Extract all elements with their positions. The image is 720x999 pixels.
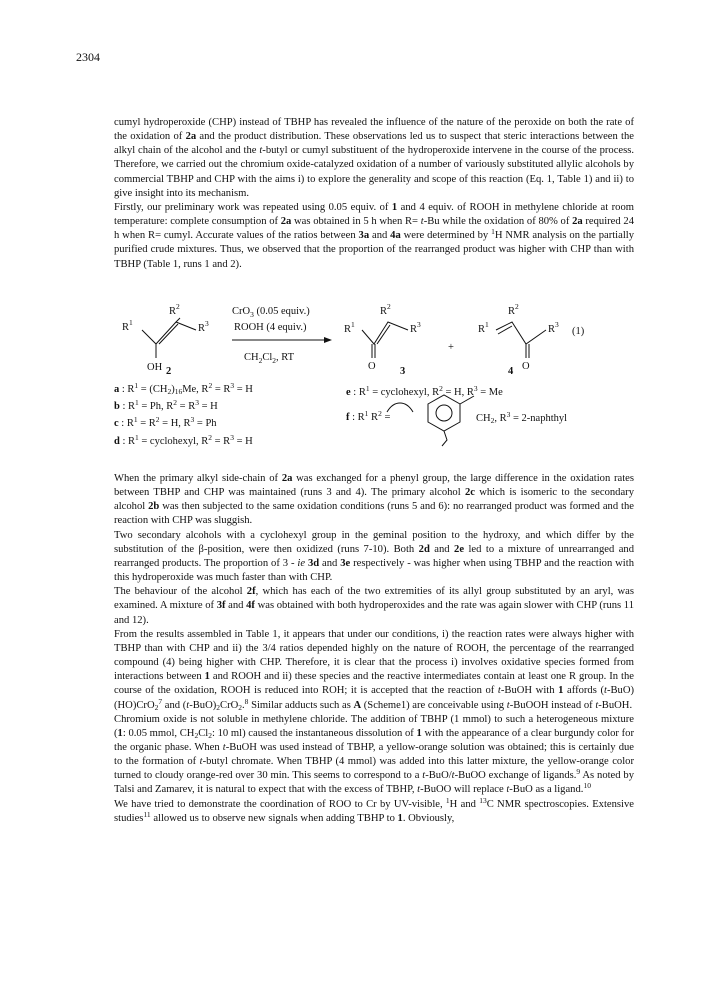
benzene-aromatic-circle — [436, 405, 452, 421]
reagent-cro3: CrO$_3$ (0.05 equiv.) — [232, 306, 310, 319]
bond-4-double — [498, 326, 512, 334]
body-text-bottom — [114, 472, 634, 826]
r1-label-2: $R^1$ — [122, 318, 133, 333]
bond-4-chain — [496, 322, 546, 344]
o-label-4: O — [522, 361, 530, 372]
bond-2-a — [142, 318, 180, 344]
r2-label-4: $R^2$ — [508, 302, 519, 317]
bond-2-b — [176, 322, 196, 330]
attachment-bond — [442, 431, 447, 446]
equation-number: (1) — [572, 326, 585, 337]
r2-label-2: $R^2$ — [169, 302, 180, 317]
r1-label-3: $R^1$ — [344, 320, 355, 335]
o-label-3: O — [368, 361, 376, 372]
paragraph-2: Firstly, our preliminary work was repeated using 0.05 equiv. of 1 and 4 equiv. of ROOH in methylene chloride at room temperature: complete consumption of 2a was obtained in 5 h when R= t-Bu while the oxidation of 80% of 2a required 24 h when R= cumyl. Accurate values of the ratios between 3a and 4a were determined by $^1$H NMR analysis on the partially purified crude mixtures. Thus, we observed that the proportion of the rearranged product was higher with CHP than with TBHP (Table 1, runs 1 and 2). — [114, 201, 635, 270]
compound-3-label: 3 — [400, 366, 406, 377]
page-number: 2304 — [76, 50, 100, 64]
paragraph-7: Chromium oxide is not soluble in methylene chloride. The addition of TBHP (1 mmol) to such a heterogeneous mixture (1: 0.05 mmol, $CH_2Cl_2$: 10 ml) caused the instantaneous dissolution of 1 with the appearance of a clear burgundy color for the organic phase. When t-BuOH was used instead of TBHP, a yellow-orange solution was obtained; this is certainly due to the formation of t-butyl chromate. When TBHP (4 mmol) was added into this latter mixture, the yellow-orange color turned to cloudy orange-red over 30 min. This seems to correspond to a t-BuO/t-BuOO exchange of ligands.$^9$ As noted by Talsi and Zamarev, it is natural to expect that with the excess of TBHP, t-BuOO will replace t-BuO as a ligand.$^{10}$ — [114, 713, 634, 796]
bond-2-double — [159, 324, 178, 344]
definition-c: c : $R^1 = R^2 = H$, $R^3 = Ph$ — [114, 415, 217, 429]
compound-4-label: 4 — [508, 366, 514, 377]
paragraph-4: Two secondary alcohols with a cyclohexyl group in the geminal position to the hydroxy, and which differ by the substitution of the β-position, were then oxidized (runs 7-10). Both 2d and 2e led to a mixture of unrearranged and rearranged products. The proportion of 3 - ie 3d and 3e respectively - was higher when using TBHP and the reaction with this hydroperoxide was much faster than with CHP. — [114, 529, 634, 584]
plus-sign: + — [448, 342, 454, 353]
definition-a: a : $R^1 = (CH_2)_{16}Me$, $R^2 = R^3 = H$ — [114, 381, 253, 396]
paragraph-8: We have tried to demonstrate the coordination of ROO to Cr by UV-visible, $^1$H and $^{13}$C NMR spectroscopies. Extensive studies$^{11}$ allowed us to observe new signals when adding TBHP to 1. Obviously, — [114, 795, 634, 824]
reaction-scheme-eq1 — [114, 300, 654, 450]
benzene-ring — [428, 395, 460, 431]
r3-label-2: $R^3$ — [198, 319, 209, 334]
bond-3-double — [377, 325, 390, 344]
r2-label-3: $R^2$ — [380, 302, 391, 317]
reagent-rooh: ROOH (4 equiv.) — [234, 322, 307, 333]
r3-label-4: $R^3$ — [548, 320, 559, 335]
definition-f-right: $CH_2$, $R^3$ = 2-naphthyl — [476, 410, 568, 425]
definition-b: b : $R^1 = Ph$, $R^2 = R^3 = H$ — [114, 398, 218, 412]
definition-f-left: f : $R^1$ $R^2$ = — [346, 409, 391, 423]
body-text-top — [114, 116, 634, 272]
paragraph-3: When the primary alkyl side-chain of 2a was exchanged for a phenyl group, the large difference in the oxidation rates between TBHP and CHP was maintained (runs 3 and 4). The primary alcohol 2c which is isomeric to the secondary alcohol 2b was then subjected to the same oxidation conditions (runs 5 and 6): no rearranged product was formed and the reaction with CHP was sluggish. — [114, 473, 635, 527]
arrow-head — [324, 337, 332, 343]
definition-e: e : $R^1$ = cyclohexyl, $R^2 = H$, $R^3 = Me$ — [346, 384, 503, 398]
paragraph-5: The behaviour of the alcohol 2f, which has each of the two extremities of its allyl group substituted by an aryl, was examined. A mixture of 3f and 4f was obtained with both hydroperoxides and the rate was again slower with CHP (runs 11 and 12). — [114, 586, 635, 626]
paragraph-6: From the results assembled in Table 1, it appears that under our conditions, i) the reaction rates were always higher with TBHP than with CHP and ii) the 3/4 ratios depended highly on the nature of ROOH, the percentage of the rearranged compound (4) being higher with CHP. Therefore, it is clear that the process i) involves oxidative species formed from interactions between 1 and ROOH and ii) these species and the reactive intermediates contain at least one R group. In the course of the oxidation, ROOH is reduced into ROH; it is accepted that the reaction of t-BuOH with 1 affords (t-BuO)(HO)CrO$_2^7$ and $(t-BuO)_2CrO_2.^8$ Similar adducts such as A (Scheme1) are conceivable using t-BuOOH instead of t-BuOH. — [114, 628, 635, 712]
oh-label: OH — [147, 362, 163, 373]
compound-2-label: 2 — [166, 366, 172, 377]
paragraph-1: cumyl hydroperoxide (CHP) instead of TBHP has revealed the influence of the nature of the peroxide on both the rate of the oxidation of 2a and the product distribution. These observations led us to suspect that steric interactions between the alkyl chain of the alcohol and the t-butyl or cumyl substituent of the hydroperoxide intervene in the course of the process. Therefore, we carried out the chromium oxide-catalyzed oxidation of a number of variously substituted allylic alcohols by commercial TBHP and CHP with the aims i) to explore the generality and scope of this reaction (Eq. 1, Table 1) and ii) to give insight into its mechanism. — [114, 117, 635, 199]
f-ring-bridge — [387, 403, 413, 412]
r3-label-3: $R^3$ — [410, 320, 421, 335]
r1-label-4: $R^1$ — [478, 320, 489, 335]
reagent-solvent: $CH_2Cl_2$, RT — [244, 352, 295, 365]
definition-d: d : $R^1$ = cyclohexyl, $R^2 = R^3 = H$ — [114, 433, 253, 447]
